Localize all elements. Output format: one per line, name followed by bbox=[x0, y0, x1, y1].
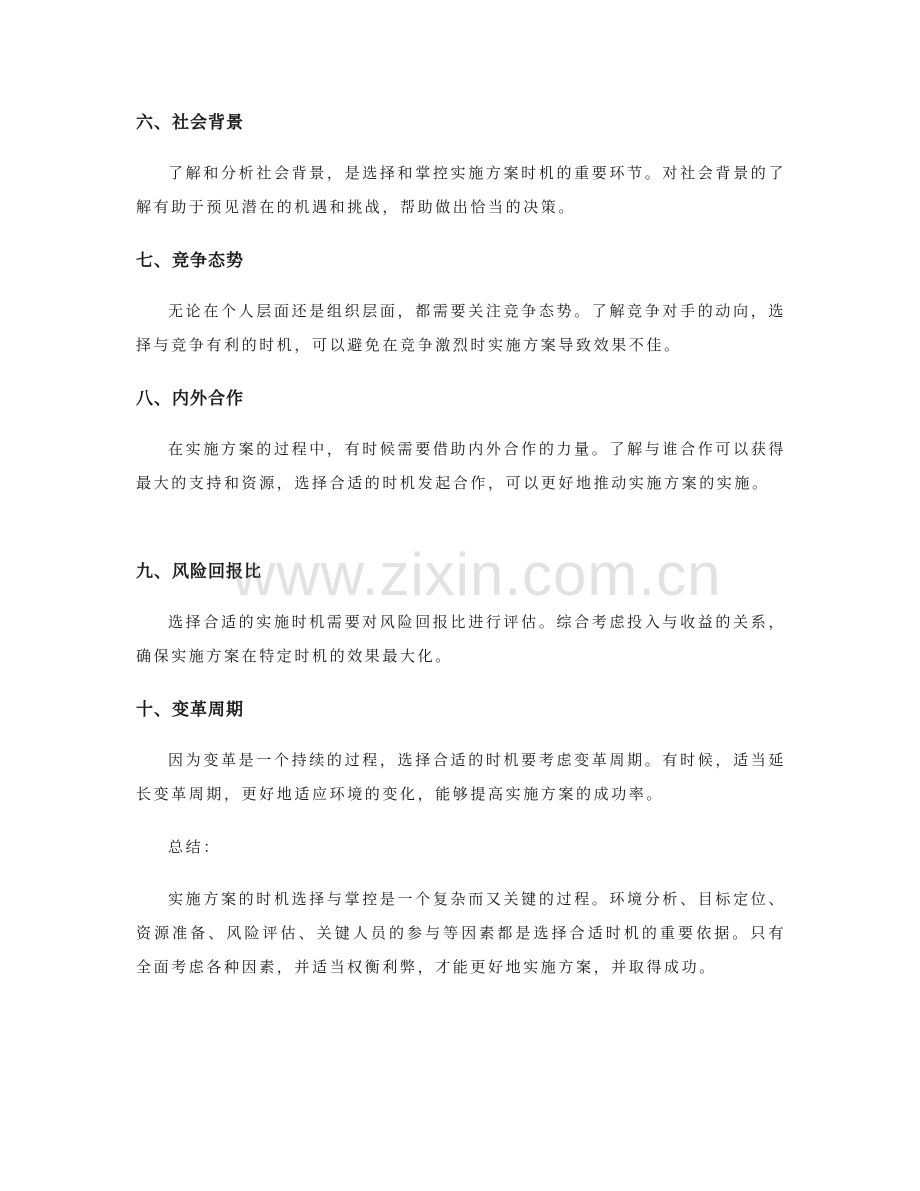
section-7-body bbox=[136, 294, 786, 362]
section-heading: 七、竞争态势 bbox=[136, 251, 244, 271]
section-7 bbox=[136, 249, 786, 273]
summary-paragraph: 实施方案的时机选择与掌控是一个复杂而又关键的过程。环境分析、目标定位、资源准备、风险评估、关键人员的参与等因素都是选择合适时机的重要依据。只有全面考虑各种因素，并适当权衡利弊，才能更好地实施方案，并取得成功。 bbox=[136, 890, 786, 976]
section-6-body bbox=[136, 156, 786, 224]
section-10 bbox=[136, 698, 786, 722]
section-8-body bbox=[136, 432, 786, 500]
section-heading: 九、风险回报比 bbox=[136, 562, 262, 582]
section-paragraph: 选择合适的实施时机需要对风险回报比进行评估。综合考虑投入与收益的关系，确保实施方案在特定时机的效果最大化。 bbox=[136, 613, 786, 665]
section-paragraph: 无论在个人层面还是组织层面，都需要关注竞争态势。了解竞争对手的动向，选择与竞争有利的时机，可以避免在竞争激烈时实施方案导致效果不佳。 bbox=[136, 302, 786, 354]
section-heading: 十、变革周期 bbox=[136, 700, 244, 720]
summary-label-block bbox=[136, 830, 786, 864]
section-10-body bbox=[136, 743, 786, 811]
section-9 bbox=[136, 560, 786, 584]
watermark: www.zixin.com.cn bbox=[232, 541, 722, 608]
summary-body-block bbox=[136, 882, 786, 984]
section-9-body bbox=[136, 605, 786, 673]
section-heading: 八、内外合作 bbox=[136, 389, 244, 409]
section-paragraph: 因为变革是一个持续的过程，选择合适的时机要考虑变革周期。有时候，适当延长变革周期，更好地适应环境的变化，能够提高实施方案的成功率。 bbox=[136, 751, 786, 803]
section-paragraph: 了解和分析社会背景，是选择和掌控实施方案时机的重要环节。对社会背景的了解有助于预见潜在的机遇和挑战，帮助做出恰当的决策。 bbox=[136, 164, 786, 216]
section-8 bbox=[136, 387, 786, 411]
section-paragraph: 在实施方案的过程中，有时候需要借助内外合作的力量。了解与谁合作可以获得最大的支持和资源，选择合适的时机发起合作，可以更好地推动实施方案的实施。 bbox=[136, 440, 786, 492]
summary-label: 总结： bbox=[168, 838, 221, 856]
section-heading: 六、社会背景 bbox=[136, 113, 244, 133]
section-6 bbox=[136, 111, 786, 135]
